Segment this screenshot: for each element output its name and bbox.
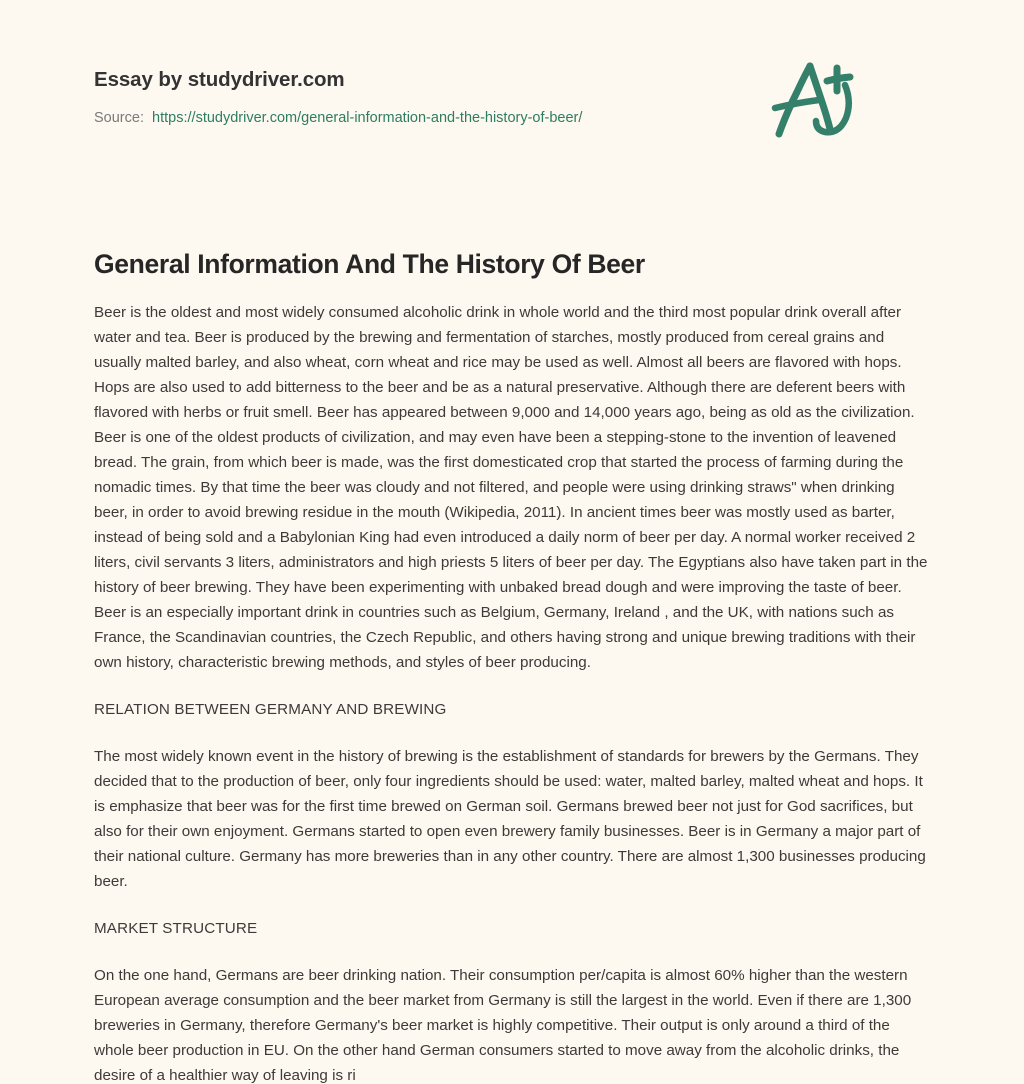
body-paragraph-1: Beer is the oldest and most widely consumed alcoholic drink in whole world and the third most popular drink overall after water and tea. Beer is produced by the brewing and fermentation of starches, mostly produced from cereal grains and usually malted barley, and also wheat, corn wheat and rice may be used as well. Almost all beers are flavored with hops. Hops are also used to add bitterness to the beer and be as a natural preservative. Although there are deferent beers with flavored with herbs or fruit smell. Beer has appeared between 9,000 and 14,000 years ago, being as old as the civilization. Beer is one of the oldest products of civilization, and may even have been a stepping-stone to the invention of leavened bread. The grain, from which beer is made, was the first domesticated crop that started the process of farming during the nomadic times. By that time the beer was cloudy and not filtered, and people were using drinking straws" when drinking beer, in order to avoid brewing residue in the mouth (Wikipedia, 2011). In ancient times beer was mostly used as barter, instead of being sold and a Babylonian King had even introduced a daily norm of beer per day. A normal worker received 2 liters, civil servants 3 liters, administrators and high priests 5 liters of beer per day. The Egyptians also have taken part in the history of beer brewing. They have been experimenting with unbaked bread dough and were improving the taste of beer. Beer is an especially important drink in countries such as Belgium, Germany, Ireland , and the UK, with nations such as France, the Scandinavian countries, the Czech Republic, and others having strong and unique brewing traditions with their own history, characteristic brewing methods, and styles of beer producing. xyxy=(94,304,928,672)
section-heading-market-structure: MARKET STRUCTURE xyxy=(94,920,258,938)
source-url-link[interactable]: https://studydriver.com/general-information-and-the-history-of-beer/ xyxy=(152,109,583,126)
body-paragraph-3: On the one hand, Germans are beer drinking nation. Their consumption per/capita is almost 60% higher than the western European average consumption and the beer market from Germany is still the largest in the world. Even if there are 1,300 breweries in Germany, therefore Germany's beer market is highly competitive. Their output is only around a third of the whole beer production in EU. On the other hand German consumers started to move away from the alcoholic drinks, the desire of a healthier way of leaving is ri xyxy=(94,967,912,1084)
section-heading-relation-between-germany-and-brewing: RELATION BETWEEN GERMANY AND BREWING xyxy=(94,701,447,719)
studydriver-a-plus-logo-icon xyxy=(766,56,862,142)
body-paragraph-2: The most widely known event in the history of brewing is the establishment of standards for brewers by the Germans. They decided that to the production of beer, only four ingredients should be used: water, malted barley, malted wheat and hops. It is emphasize that beer was for the first time brewed on German soil. Germans brewed beer not just for God sacrifices, but also for their own enjoyment. Germans started to open even brewery family businesses. Beer is in Germany a major part of their national culture. Germany has more breweries than in any other country. There are almost 1,300 businesses producing beer. xyxy=(94,748,926,891)
document-body xyxy=(94,281,930,1084)
document-header xyxy=(94,0,930,124)
source-label: Source: xyxy=(94,109,144,126)
essay-attribution: Essay by studydriver.com xyxy=(94,68,345,91)
page-title: General Information And The History Of Beer xyxy=(94,249,645,279)
